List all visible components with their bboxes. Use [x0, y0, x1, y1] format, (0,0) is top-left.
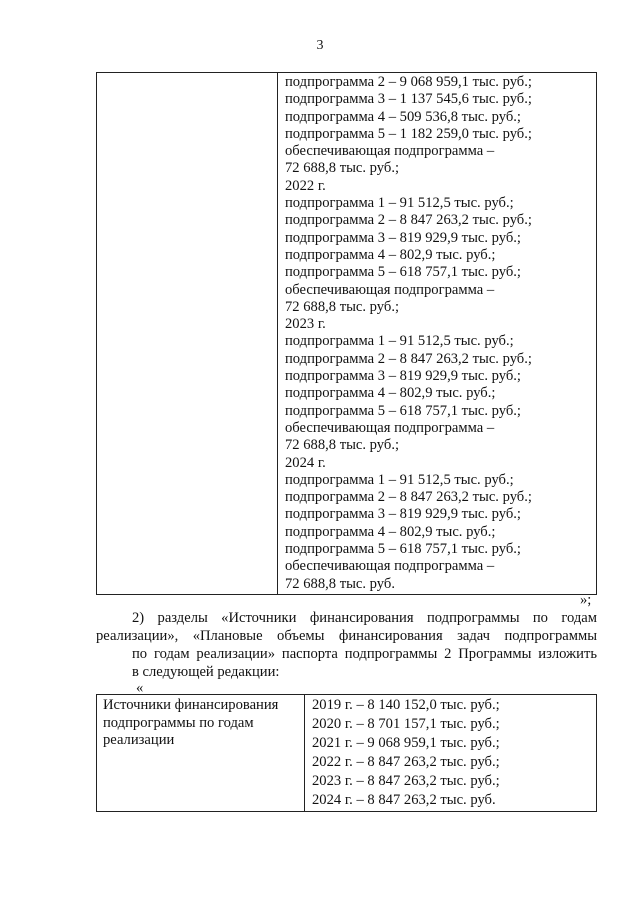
table-line: подпрограмма 3 – 1 137 545,6 тыс. руб.; [285, 91, 532, 108]
table-line: подпрограмма 4 – 802,9 тыс. руб.; [285, 523, 496, 540]
table-line: обеспечивающая подпрограмма – [285, 419, 495, 436]
table-line: 72 688,8 тыс. руб.; [285, 298, 400, 315]
financing-sources-label: Источники финансирования подпрограммы по годам реализации [97, 695, 305, 812]
table-line: подпрограмма 3 – 819 929,9 тыс. руб.; [285, 506, 521, 523]
year-value: 2024 г. – 8 847 263,2 тыс. руб. [312, 792, 496, 808]
paragraph-line: в следующей редакции: [132, 664, 280, 680]
year-value: 2019 г. – 8 140 152,0 тыс. руб.; [312, 697, 500, 713]
table-line: подпрограмма 1 – 91 512,5 тыс. руб.; [285, 333, 514, 350]
table-line: подпрограмма 1 – 91 512,5 тыс. руб.; [285, 471, 514, 488]
table-line: подпрограмма 2 – 9 068 959,1 тыс. руб.; [285, 74, 532, 90]
year-heading: 2023 г. [285, 316, 326, 333]
year-value: 2020 г. – 8 701 157,1 тыс. руб.; [312, 716, 500, 732]
table-line: 72 688,8 тыс. руб.; [285, 437, 400, 454]
table-line: 72 688,8 тыс. руб. [285, 575, 395, 592]
page-number: 3 [316, 38, 324, 53]
table-line: обеспечивающая подпрограмма – [285, 281, 495, 298]
table-line: подпрограмма 4 – 802,9 тыс. руб.; [285, 385, 496, 402]
financing-sources-table [96, 694, 597, 812]
table-line: подпрограмма 5 – 618 757,1 тыс. руб.; [285, 264, 521, 281]
table-line: подпрограмма 5 – 1 182 259,0 тыс. руб.; [285, 125, 532, 142]
table-line: 72 688,8 тыс. руб.; [285, 160, 400, 177]
table-line: подпрограмма 3 – 819 929,9 тыс. руб.; [285, 229, 521, 246]
year-heading: 2024 г. [285, 454, 326, 471]
closing-quote: »; [580, 592, 592, 608]
opening-quote: « [136, 680, 144, 696]
table-line: подпрограмма 5 – 618 757,1 тыс. руб.; [285, 402, 521, 419]
paragraph-line: 2) разделы «Источники финансирования подпрограммы по годам [132, 610, 597, 626]
year-value: 2021 г. – 9 068 959,1 тыс. руб.; [312, 735, 500, 751]
table-line: обеспечивающая подпрограмма – [285, 143, 495, 160]
paragraph-line: реализации», «Плановые объемы финансирования задач подпрограммы [96, 628, 597, 644]
year-heading: 2022 г. [285, 177, 326, 194]
financing-values-cell [305, 695, 597, 812]
financing-table-continued [96, 72, 597, 595]
year-value: 2023 г. – 8 847 263,2 тыс. руб.; [312, 773, 500, 789]
table-line: подпрограмма 3 – 819 929,9 тыс. руб.; [285, 368, 521, 385]
table-line: подпрограмма 2 – 8 847 263,2 тыс. руб.; [285, 350, 532, 367]
table-line: подпрограмма 4 – 802,9 тыс. руб.; [285, 246, 496, 263]
table-line: подпрограмма 4 – 509 536,8 тыс. руб.; [285, 108, 521, 125]
table-right-cell [278, 73, 597, 595]
table-line: подпрограмма 2 – 8 847 263,2 тыс. руб.; [285, 489, 532, 506]
amendment-paragraph [96, 609, 597, 681]
year-value: 2022 г. – 8 847 263,2 тыс. руб.; [312, 754, 500, 770]
table-line: обеспечивающая подпрограмма – [285, 558, 495, 575]
table-line: подпрограмма 2 – 8 847 263,2 тыс. руб.; [285, 212, 532, 229]
paragraph-line: по годам реализации» паспорта подпрограммы 2 Программы изложить [132, 646, 597, 662]
table-left-cell [97, 73, 278, 595]
table-line: подпрограмма 1 – 91 512,5 тыс. руб.; [285, 195, 514, 212]
table-line: подпрограмма 5 – 618 757,1 тыс. руб.; [285, 541, 521, 558]
